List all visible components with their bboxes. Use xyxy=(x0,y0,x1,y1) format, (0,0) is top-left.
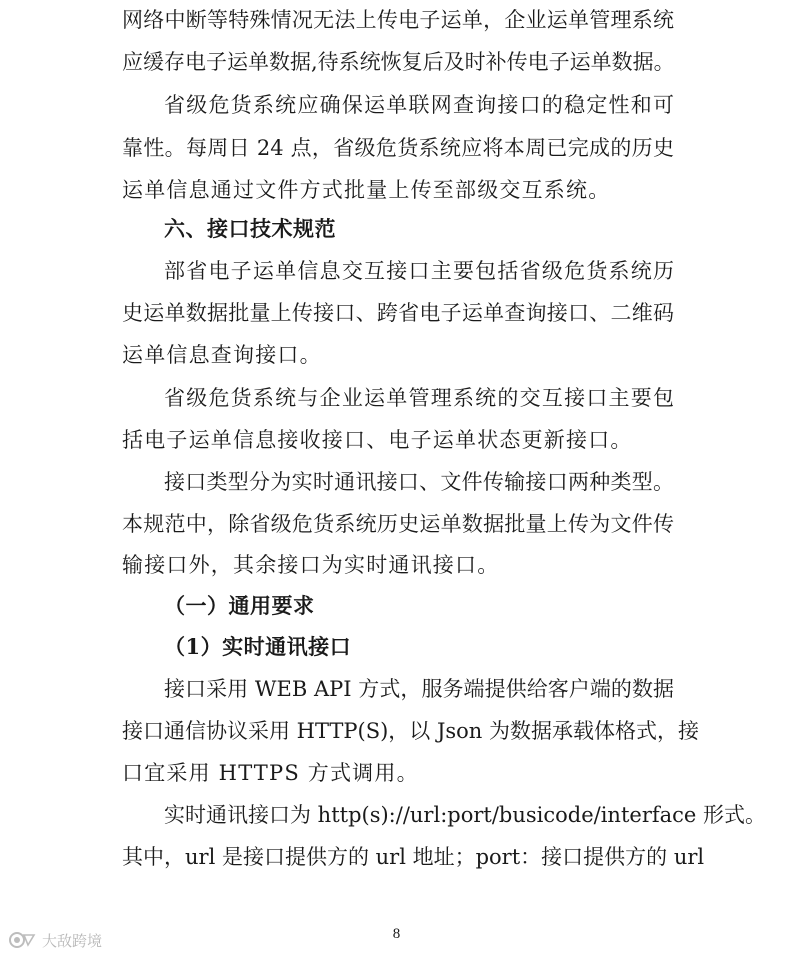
subsubsection-heading: （1）实时通讯接口 xyxy=(164,634,352,659)
paragraph-first-line: 实时通讯接口为 http(s)://url:port/busicode/interface 形式。 xyxy=(164,803,767,827)
paragraph-first-line: 接口类型分为实时通讯接口、文件传输接口两种类型。 xyxy=(164,470,674,494)
body-line: 口宜采用 HTTPS 方式调用。 xyxy=(122,761,419,785)
subsection-heading: （一）通用要求 xyxy=(164,593,315,618)
logo-icon xyxy=(8,931,38,949)
body-line: 运单信息通过文件方式批量上传至部级交互系统。 xyxy=(122,178,611,202)
section-heading: 六、接口技术规范 xyxy=(164,216,336,241)
body-line: 靠性。每周日 24 点，省级危货系统应将本周已完成的历史 xyxy=(122,136,674,160)
watermark-text: 大敌跨境 xyxy=(42,931,103,950)
body-line: 史运单数据批量上传接口、跨省电子运单查询接口、二维码 xyxy=(122,301,674,325)
body-line: 输接口外，其余接口为实时通讯接口。 xyxy=(122,553,500,577)
body-line: 应缓存电子运单数据,待系统恢复后及时补传电子运单数据。 xyxy=(122,50,675,74)
body-line: 括电子运单信息接收接口、电子运单状态更新接口。 xyxy=(122,428,633,452)
page-number: 8 xyxy=(392,926,401,942)
paragraph-first-line: 接口采用 WEB API 方式，服务端提供给客户端的数据 xyxy=(164,677,674,701)
paragraph-first-line: 部省电子运单信息交互接口主要包括省级危货系统历 xyxy=(164,259,674,283)
body-line: 接口通信协议采用 HTTP(S)，以 Json 为数据承载体格式，接 xyxy=(122,719,700,743)
body-line: 其中，url 是接口提供方的 url 地址；port：接口提供方的 url xyxy=(122,845,705,869)
body-line: 本规范中，除省级危货系统历史运单数据批量上传为文件传 xyxy=(122,512,674,536)
paragraph-first-line: 省级危货系统应确保运单联网查询接口的稳定性和可 xyxy=(164,93,674,117)
paragraph-first-line: 省级危货系统与企业运单管理系统的交互接口主要包 xyxy=(164,386,674,410)
body-line: 运单信息查询接口。 xyxy=(122,343,322,367)
body-line: 网络中断等特殊情况无法上传电子运单，企业运单管理系统 xyxy=(122,8,674,32)
watermark xyxy=(8,930,102,950)
